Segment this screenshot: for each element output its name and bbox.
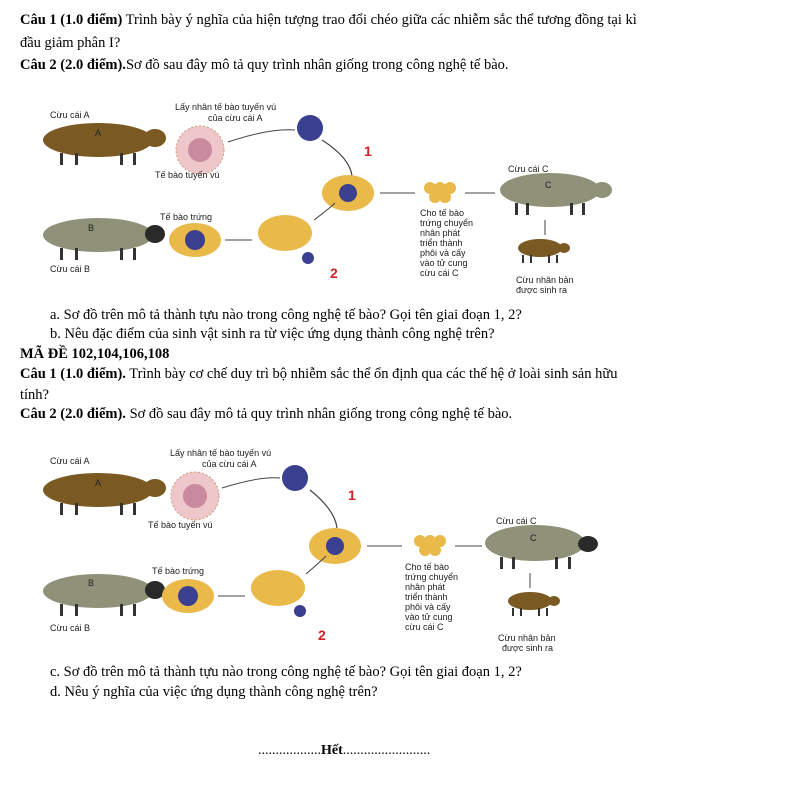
mammary-nucleus-icon-2 xyxy=(183,484,207,508)
transfer-text-1-2: Cho tế bào xyxy=(405,562,450,572)
take-nucleus-label-1-2: Lấy nhân tế bào tuyến vú xyxy=(170,448,272,458)
arrow-stage-1-2 xyxy=(310,490,337,528)
s1-q2-label: Câu 2 (2.0 điểm). xyxy=(20,57,126,73)
reconstructed-nucleus-icon-2 xyxy=(326,537,344,555)
clone-sheep-illustration xyxy=(518,239,570,263)
sheep-c-label: Cừu cái C xyxy=(508,164,549,174)
s1-sub-question-b: b. Nêu đặc điểm của sinh vật sinh ra từ việc ứng dụng thành công nghệ trên? xyxy=(50,326,495,342)
egg-nucleus-icon xyxy=(185,230,205,250)
clone-label-1-2: Cừu nhân bản xyxy=(498,633,556,643)
sheep-c-letter-2: C xyxy=(530,533,537,543)
end-dots-left: .................. xyxy=(258,743,321,758)
cloning-diagram-svg-1 xyxy=(30,98,620,298)
egg-cell-label: Tế bào trứng xyxy=(160,212,213,222)
transfer-text-4-2: triển thành xyxy=(405,592,448,602)
sheep-c-label-2: Cừu cái C xyxy=(496,516,537,526)
reconstructed-nucleus-icon xyxy=(339,184,357,202)
sheep-a-illustration xyxy=(43,123,166,165)
sheep-c-illustration-2 xyxy=(485,525,598,569)
sheep-b-label: Cừu cái B xyxy=(50,264,91,274)
sheep-b-letter-2: B xyxy=(88,578,95,588)
s1-sub-question-a: a. Sơ đồ trên mô tả thành tựu nào trong công nghệ tế bào? Gọi tên giai đoạn 1, 2? xyxy=(50,307,522,323)
arrow-to-nucleus-2 xyxy=(222,478,280,488)
egg-cell-label-2: Tế bào trứng xyxy=(152,566,205,576)
take-nucleus-label-2-2: của cừu cái A xyxy=(202,459,257,469)
transfer-text-5-2: phôi và cấy xyxy=(405,602,451,612)
transfer-text-2-2: trứng chuyển xyxy=(405,572,459,582)
arrow-stage-1 xyxy=(322,140,352,176)
sheep-b-letter: B xyxy=(88,223,95,233)
sheep-a-letter: A xyxy=(95,128,102,138)
extracted-nucleus-icon xyxy=(297,115,323,141)
s2-q2-text: Sơ đồ sau đây mô tả quy trình nhân giống trong công nghệ tế bào. xyxy=(125,406,513,422)
removed-nucleus-icon xyxy=(302,252,314,264)
s2-q1-text: Trình bày cơ chế duy trì bộ nhiễm sắc thể ổn định qua các thế hệ ở loài sinh sản hữu xyxy=(125,366,618,382)
end-label: Hết xyxy=(321,743,343,758)
s2-sub-question-d: d. Nêu ý nghĩa của việc ứng dụng thành công nghệ trên? xyxy=(50,684,378,700)
s1-question-1 xyxy=(20,12,637,29)
arrow-to-nucleus xyxy=(228,130,295,142)
s2-q1-label: Câu 1 (1.0 điểm). xyxy=(20,366,126,382)
sheep-a-letter-2: A xyxy=(95,478,102,488)
embryo-icon xyxy=(424,182,456,203)
sheep-a-illustration-2 xyxy=(43,473,166,515)
removed-nucleus-icon-2 xyxy=(294,605,306,617)
cloning-diagram-1 xyxy=(30,98,620,298)
sheep-b-illustration xyxy=(43,218,165,260)
sheep-c-illustration xyxy=(500,173,612,215)
stage-1-label-2: 1 xyxy=(348,487,356,503)
s2-question-1 xyxy=(20,366,617,383)
s1-q2-text: Sơ đồ sau đây mô tả quy trình nhân giống trong công nghệ tế bào. xyxy=(125,57,509,73)
clone-label-2-2: được sinh ra xyxy=(502,643,553,653)
transfer-text-6: vào tử cung xyxy=(420,258,468,268)
end-dots-right: ......................... xyxy=(342,743,431,758)
arrow-stage-2-2 xyxy=(306,556,326,574)
sheep-b-illustration-2 xyxy=(43,574,165,616)
stage-2-label-2: 2 xyxy=(318,627,326,643)
arrow-stage-2 xyxy=(314,203,335,220)
s2-q1-continuation: tính? xyxy=(20,387,49,403)
s1-question-2 xyxy=(20,57,509,74)
transfer-text-4: triển thành xyxy=(420,238,463,248)
sheep-a-label-2: Cừu cái A xyxy=(50,456,90,466)
cloning-diagram-svg-2 xyxy=(30,448,620,653)
clone-sheep-illustration-2 xyxy=(508,592,560,616)
s2-q2-label: Câu 2 (2.0 điểm). xyxy=(20,406,126,422)
egg-nucleus-icon-2 xyxy=(178,586,198,606)
s2-question-2 xyxy=(20,406,512,423)
transfer-text-2: trứng chuyển xyxy=(420,218,474,228)
enucleated-egg-icon xyxy=(258,215,312,251)
transfer-text-6-2: vào tử cung xyxy=(405,612,453,622)
end-marker xyxy=(258,743,430,759)
s1-q1-label: Câu 1 (1.0 điểm) xyxy=(20,12,123,28)
embryo-icon-2 xyxy=(414,535,446,556)
transfer-text-7: cừu cái C xyxy=(420,268,459,278)
exam-code-title: MÃ ĐỀ 102,104,106,108 xyxy=(20,346,170,362)
stage-1-label: 1 xyxy=(364,143,372,159)
transfer-text-7-2: cừu cái C xyxy=(405,622,444,632)
mammary-cell-label-2: Tế bào tuyến vú xyxy=(148,520,213,530)
take-nucleus-label-1: Lấy nhân tế bào tuyến vú xyxy=(175,102,277,112)
s1-q1-continuation: đầu giảm phân I? xyxy=(20,35,121,51)
sheep-b-label-2: Cừu cái B xyxy=(50,623,91,633)
s1-q1-text: Trình bày ý nghĩa của hiện tượng trao đổi chéo giữa các nhiễm sắc thể tương đồng tại kì xyxy=(122,12,637,28)
transfer-text-3-2: nhân phát xyxy=(405,582,446,592)
s2-sub-question-c: c. Sơ đồ trên mô tả thành tựu nào trong công nghệ tế bào? Gọi tên giai đoạn 1, 2? xyxy=(50,664,522,680)
mammary-nucleus-icon xyxy=(188,138,212,162)
transfer-text-1: Cho tế bào xyxy=(420,208,465,218)
sheep-c-letter: C xyxy=(545,180,552,190)
stage-2-label: 2 xyxy=(330,265,338,281)
cloning-diagram-2 xyxy=(30,448,620,653)
enucleated-egg-icon-2 xyxy=(251,570,305,606)
mammary-cell-label: Tế bào tuyến vú xyxy=(155,170,220,180)
extracted-nucleus-icon-2 xyxy=(282,465,308,491)
take-nucleus-label-2: của cừu cái A xyxy=(208,113,263,123)
clone-label-2: được sinh ra xyxy=(516,285,567,295)
clone-label-1: Cừu nhân bản xyxy=(516,275,574,285)
transfer-text-3: nhân phát xyxy=(420,228,461,238)
sheep-a-label: Cừu cái A xyxy=(50,110,90,120)
transfer-text-5: phôi và cấy xyxy=(420,248,466,258)
